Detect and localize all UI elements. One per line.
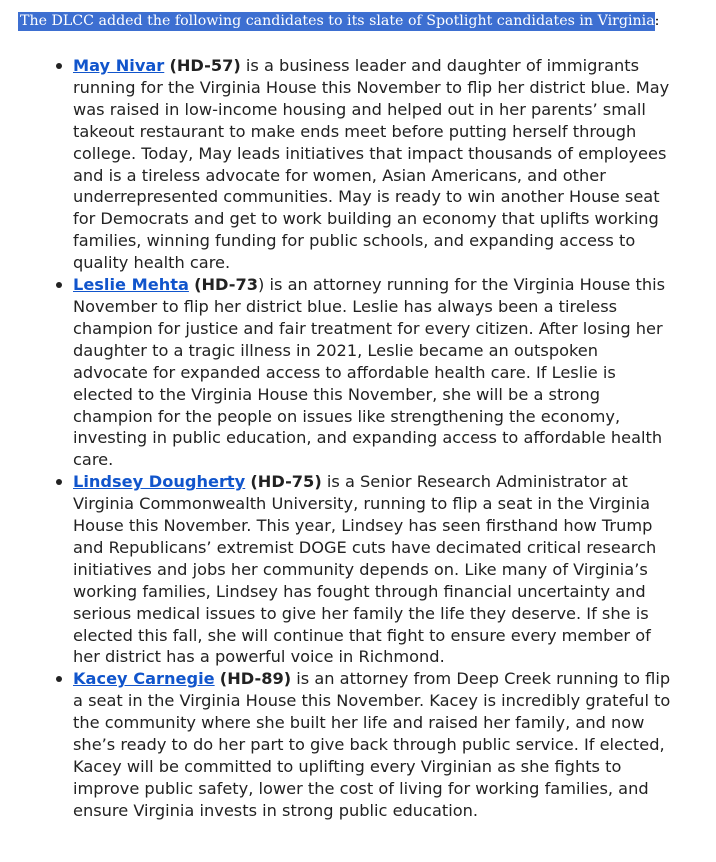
candidate-bio: is an attorney from Deep Creek running to flip a seat in the Virginia House this November. Kacey is incredibly grateful to the community where she built her life and raised her family, and now she’s ready to do her part to give back through public service. If elected, Kacey will be committed to uplifting every Virginian as she fights to improve public safety, lower the cost of living for working families, and ensure Virginia invests in strong public education.	[73, 669, 671, 820]
district-label: (HD-57)	[169, 56, 241, 75]
bullet-icon	[56, 63, 62, 69]
list-item-may-nivar	[73, 55, 673, 274]
candidate-list	[73, 55, 673, 822]
candidate-link-lindsey-dougherty[interactable]: Lindsey Dougherty	[73, 472, 246, 492]
list-item-lindsey-dougherty	[73, 471, 673, 668]
candidate-bio: is an attorney running for the Virginia House this November to flip her district blue. Leslie has always been a tireless champion for justice and fair treatment for every citizen. After losing her daughter to a tragic illness in 2021, Leslie became an outspoken advocate for expanded access to affordable health care. If Leslie is elected to the Virginia House this November, she will be a strong champion for the people on issues like strengthening the economy, investing in public education, and expanding access to affordable health care.	[73, 275, 666, 470]
bullet-icon	[56, 479, 62, 485]
candidate-link-leslie-mehta[interactable]: Leslie Mehta	[73, 275, 189, 295]
bullet-icon	[56, 676, 62, 682]
highlighted-selection[interactable]: The DLCC added the following candidates to its slate of Spotlight candidates in Virginia	[20, 13, 655, 29]
candidate-link-may-nivar[interactable]: May Nivar	[73, 56, 165, 75]
district-label: (HD-75)	[250, 472, 322, 492]
candidate-bio: is a business leader and daughter of immigrants running for the Virginia House this November to flip her district blue. May was raised in low-income housing and helped out in her parents’ small takeout restaurant to make ends meet before putting herself through college. Today, May leads initiatives that impact thousands of employees and is a tireless advocate for women, Asian Americans, and other underrepresented communities. May is ready to win another House seat for Democrats and get to work building an economy that uplifts working families, winning funding for public schools, and expanding access to quality health care.	[73, 56, 670, 273]
list-item-kacey-carnegie	[73, 668, 673, 821]
intro-colon: :	[654, 13, 660, 29]
district-label: (HD-73	[194, 275, 259, 295]
district-tail: )	[258, 275, 265, 295]
district-label: (HD-89)	[219, 669, 292, 689]
list-item-leslie-mehta	[73, 274, 673, 471]
candidate-link-kacey-carnegie[interactable]: Kacey Carnegie	[73, 669, 215, 689]
candidate-bio: is a Senior Research Administrator at Virginia Commonwealth University, running to flip a seat in the Virginia House this November. This year, Lindsey has seen firsthand how Trump and Republicans’ extremist DOGE cuts have decimated critical research initiatives and jobs her community depends on. Like many of Virginia’s working families, Lindsey has fought through financial uncertainty and serious medical issues to give her family the life they deserve. If she is elected this fall, she will continue that fight to ensure every member of her district has a powerful voice in Richmond.	[73, 472, 657, 667]
bullet-icon	[56, 282, 62, 288]
intro-sentence	[18, 10, 659, 32]
